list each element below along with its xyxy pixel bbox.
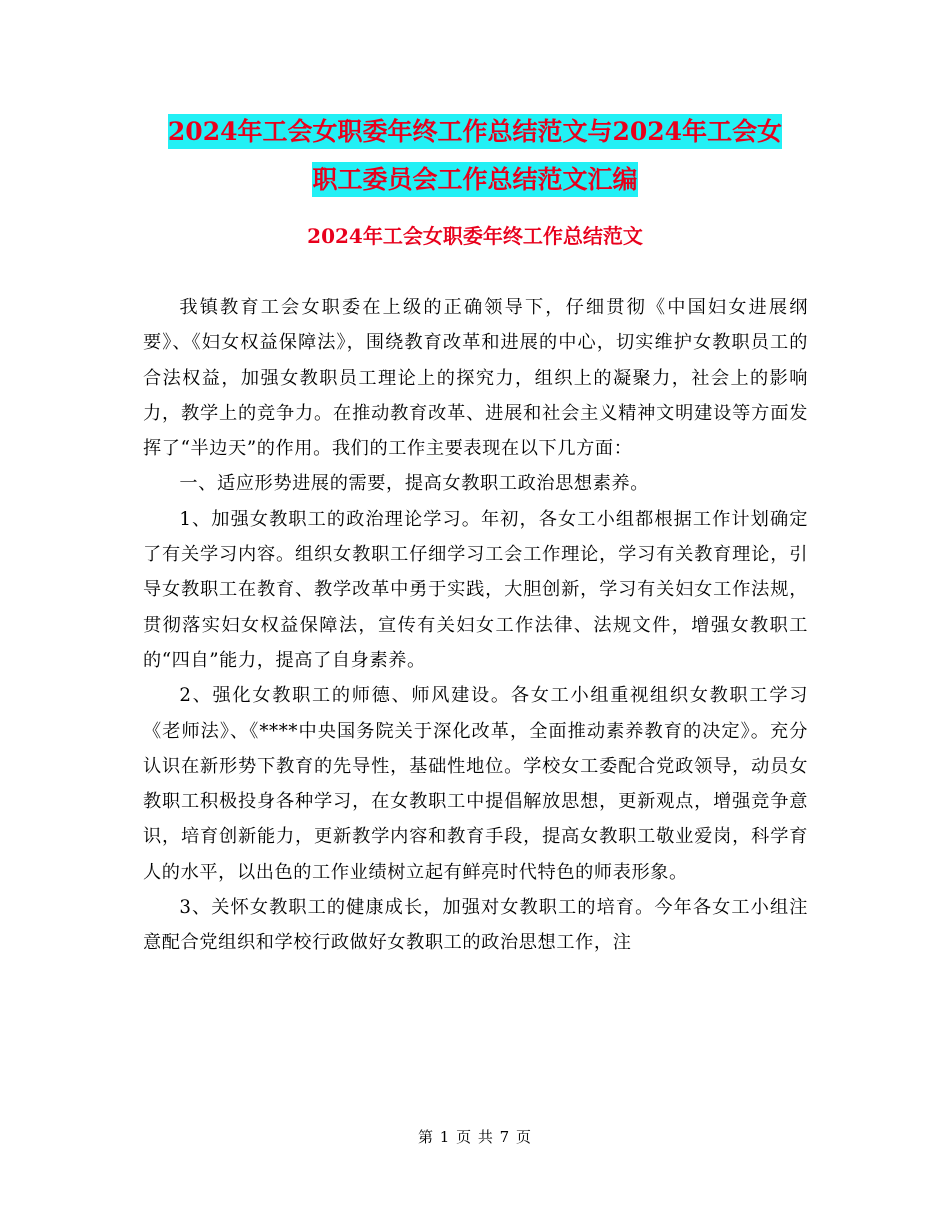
section-title: 2024年工会女职委年终工作总结范文: [307, 224, 643, 248]
document-body: [143, 290, 808, 961]
page-footer: 第 1 页 共 7 页: [418, 1128, 532, 1146]
title-line-1: 2024年工会女职委年终工作总结范文与2024年工会女: [168, 114, 782, 149]
title-line-2: 职工委员会工作总结范文汇编: [312, 162, 637, 197]
paragraph-intro: 我镇教育工会女职委在上级的正确领导下，仔细贯彻《中国妇女进展纲要》、《妇女权益保障法》，围绕教育改革和进展的中心，切实维护女教职员工的合法权益，加强女教职员工理论上的探究力，组织上的凝聚力，社会上的影响力，教学上的竞争力。在推动教育改革、进展和社会主义精神文明建设等方面发挥了“半边天”的作用。我们的工作主要表现在以下几方面：: [143, 297, 808, 460]
paragraph-item-3: 3、关怀女教职工的健康成长，加强对女教职工的培育。今年各女工小组注意配合党组织和学校行政做好女教职工的政治思想工作，注: [143, 897, 808, 954]
document-title: [140, 108, 810, 204]
paragraph-item-2: 2、强化女教职工的师德、师风建设。各女工小组重视组织女教职工学习《老师法》、《****中央国务院关于深化改革，全面推动素养教育的决定》。充分认识在新形势下教育的先导性，基础性地位。学校女工委配合党政领导，动员女教职工积极投身各种学习，在女教职工中提倡解放思想，更新观点，增强竞争意识，培育创新能力，更新教学内容和教育手段，提高女教职工敬业爱岗，科学育人的水平，以出色的工作业绩树立起有鲜亮时代特色的师表形象。: [143, 685, 808, 883]
paragraph-item-1: 1、加强女教职工的政治理论学习。年初，各女工小组都根据工作计划确定了有关学习内容。组织女教职工仔细学习工会工作理论，学习有关教育理论，引导女教职工在教育、教学改革中勇于实践，大胆创新，学习有关妇女工作法规，贯彻落实妇女权益保障法，宣传有关妇女工作法律、法规文件，增强女教职工的“四自”能力，提高了自身素养。: [143, 508, 808, 671]
paragraph-heading-1: 一、适应形势进展的需要，提高女教职工政治思想素养。: [179, 473, 650, 495]
